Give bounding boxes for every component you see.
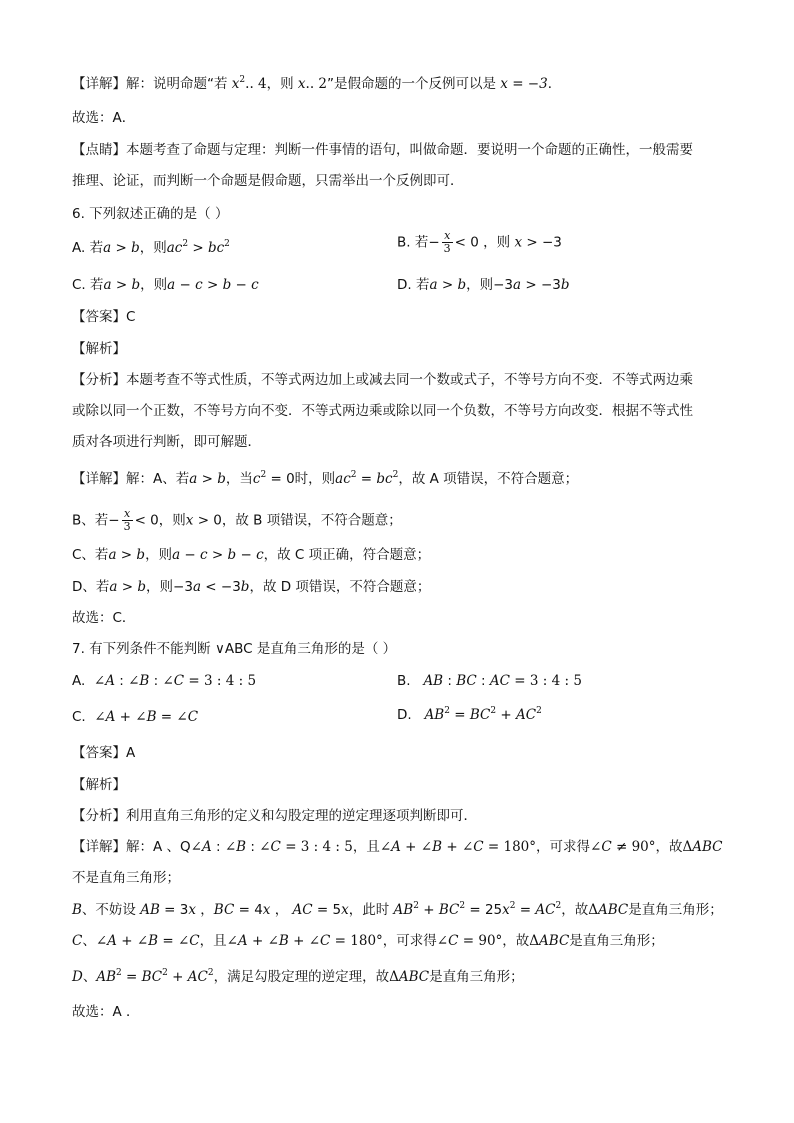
comment-line-2: 推理、论证，而判断一个命题是假命题，只需举出一个反例即可． <box>72 173 464 189</box>
q6-select: 故选：C． <box>72 610 136 626</box>
q7-option-a: A. ∠A : ∠B : ∠C = 3 : 4 : 5 <box>72 673 257 689</box>
detail-line-q5: 【详解】解：说明命题“若 $x^2$.. 4，则 x.. 2”是假命题的一个反例可以是 x = −3． <box>72 75 562 92</box>
q6-analysis-3: 质对各项进行判断，即可解题． <box>72 434 261 450</box>
q7-answer: 【答案】A <box>72 745 136 761</box>
q7-option-c: C. ∠A + ∠B = ∠C <box>72 709 199 725</box>
q6-option-b: B. 若− $\frac{x}{3}$ < 0 ，则 x > −3 <box>397 229 562 255</box>
question-6-stem: 6. 下列叙述正确的是（ ） <box>72 206 229 222</box>
q6-analysis-heading: 【解析】 <box>72 341 126 357</box>
q7-detail-a: 【详解】解：A 、Q∠A : ∠B : ∠C = 3 : 4 : 5，且∠A + ∠B + ∠C = 180°，可求得∠C ≠ 90°，故ΔABC <box>72 839 723 855</box>
q7-option-d: D. $AB^2 = BC^2 + AC^2$ <box>397 706 542 723</box>
q7-detail-d: D、$AB^2 = BC^2 + AC^2$，满足勾股定理的逆定理，故ΔABC是直角三角形； <box>72 968 524 985</box>
question-7-stem: 7. 有下列条件不能判断 ∨ABC 是直角三角形的是（ ） <box>72 641 397 657</box>
q6-detail-c: C、若a > b，则a − c > b − c，故 C 项正确，符合题意； <box>72 547 431 563</box>
q6-detail-a: 【详解】解：A、若a > b，当$c^2 = 0$时，则$ac^2 = bc^2$，故 A 项错误，不符合题意； <box>72 470 579 487</box>
select-line-q5: 故选：A． <box>72 110 136 126</box>
q6-option-c: C. 若a > b，则a − c > b − c <box>72 277 259 293</box>
q7-detail-c: C、∠A + ∠B = ∠C，且∠A + ∠B + ∠C = 180°，可求得∠C = 90°，故ΔABC是直角三角形； <box>72 933 664 949</box>
q6-option-d: D. 若a > b，则−3a > −3b <box>397 277 570 293</box>
q6-answer: 【答案】C <box>72 309 136 325</box>
q7-detail-a-cont: 不是直角三角形； <box>72 870 180 886</box>
q7-detail-b: B、不妨设 AB = 3x ，BC = 4x ， AC = 5x，此时 $AB^2 + BC^2 = 25x^2 = AC^2$，故ΔABC是直角三角形； <box>72 901 723 918</box>
q7-analysis: 【分析】利用直角三角形的定义和勾股定理的逆定理逐项判断即可． <box>72 808 477 824</box>
q6-option-a: A. 若a > b，则$ac^2 > bc^2$ <box>72 239 230 256</box>
q7-select: 故选：A ． <box>72 1004 140 1020</box>
q7-analysis-heading: 【解析】 <box>72 777 126 793</box>
q6-analysis-1: 【分析】本题考查不等式性质，不等式两边加上或减去同一个数或式子，不等号方向不变．不等式两边乘 <box>72 372 693 388</box>
q6-analysis-2: 或除以同一个正数，不等号方向不变．不等式两边乘或除以同一个负数，不等号方向改变．根据不等式性 <box>72 403 693 419</box>
q6-detail-b: B、若− $\frac{x}{3}$ < 0，则x > 0，故 B 项错误，不符合题意； <box>72 507 402 533</box>
comment-line-1: 【点睛】本题考查了命题与定理：判断一件事情的语句，叫做命题．要说明一个命题的正确性，一般需要 <box>72 142 693 158</box>
q6-detail-d: D、若a > b，则−3a < −3b，故 D 项错误，不符合题意； <box>72 579 431 595</box>
q7-option-b: B. AB : BC : AC = 3 : 4 : 5 <box>397 673 582 689</box>
